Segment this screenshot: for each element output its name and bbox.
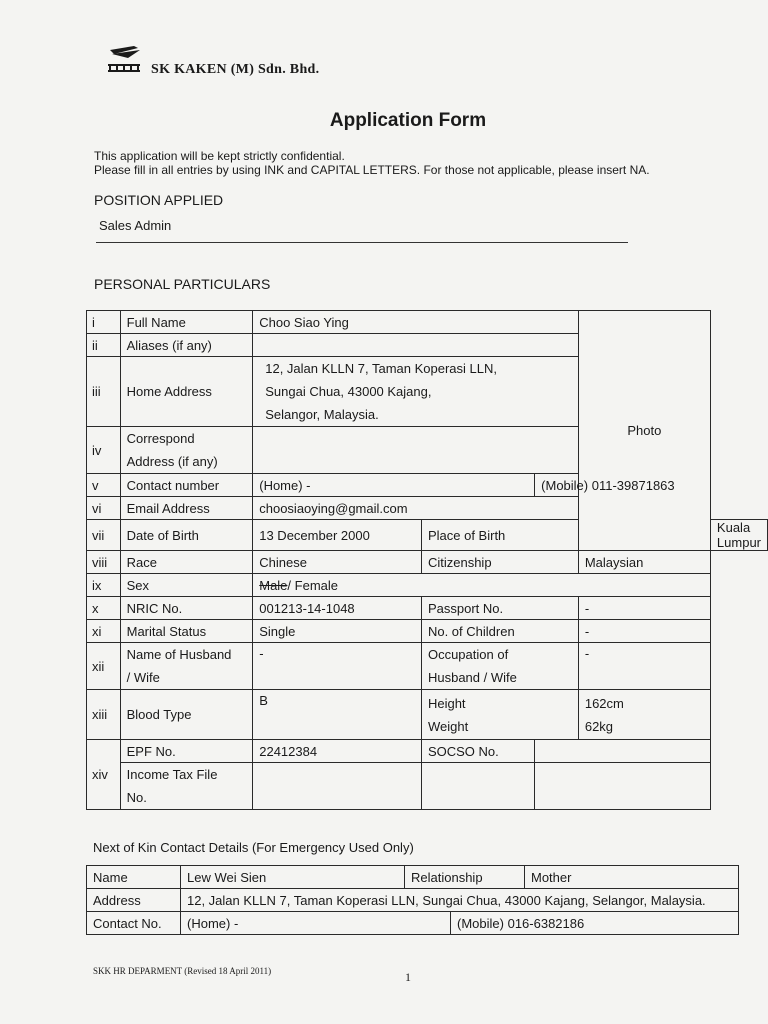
correspond-address-label: Correspond Address (if any) — [120, 427, 253, 474]
marital-status-label: Marital Status — [120, 620, 253, 643]
kin-name-label: Name — [87, 866, 181, 889]
intro-line-2: Please fill in all entries by using INK and CAPITAL LETTERS. For those not applicable, please insert NA. — [94, 163, 650, 177]
aliases-value — [253, 334, 579, 357]
company-logo-icon — [104, 44, 144, 76]
email-value: choosiaoying@gmail.com — [253, 497, 711, 520]
epf-value: 22412384 — [253, 740, 422, 763]
personal-heading: PERSONAL PARTICULARS — [94, 276, 271, 292]
full-name-value: Choo Siao Ying — [253, 311, 579, 334]
income-tax-blank-1 — [421, 763, 534, 810]
row-nric: x NRIC No. 001213-14-1048 Passport No. - — [87, 597, 768, 620]
row-race: viii Race Chinese Citizenship Malaysian — [87, 551, 768, 574]
dob-label: Date of Birth — [120, 520, 253, 551]
row-blood-type: xiii Blood Type B Height Weight 162cm 62kg — [87, 690, 768, 740]
passport-value: - — [578, 597, 710, 620]
position-underline — [96, 242, 628, 243]
kin-address-label: Address — [87, 889, 181, 912]
income-tax-label: Income Tax File No. — [120, 763, 253, 810]
row-income-tax — [87, 763, 768, 810]
position-heading: POSITION APPLIED — [94, 192, 224, 208]
row-date-of-birth: vii Date of Birth 13 December 2000 Place of Birth Kuala Lumpur — [87, 520, 768, 551]
blood-type-value: B — [253, 690, 422, 740]
row-marital-status: xi Marital Status Single No. of Children - — [87, 620, 768, 643]
email-label: Email Address — [120, 497, 253, 520]
sex-value: Male/ Female — [253, 574, 711, 597]
height-weight-label: Height Weight — [421, 690, 578, 740]
row-full-name: i Full Name Choo Siao Ying Photo — [87, 311, 768, 334]
citizenship-label: Citizenship — [421, 551, 578, 574]
race-value: Chinese — [253, 551, 422, 574]
kin-heading: Next of Kin Contact Details (For Emergency Used Only) — [93, 840, 414, 855]
row-sex: ix Sex Male/ Female — [87, 574, 768, 597]
marital-status-value: Single — [253, 620, 422, 643]
kin-relationship-value: Mother — [525, 866, 739, 889]
income-tax-value — [253, 763, 422, 810]
citizenship-value: Malaysian — [578, 551, 710, 574]
footer-department: SKK HR DEPARMENT (Revised 18 April 2011) — [93, 966, 272, 976]
contact-number-label: Contact number — [120, 474, 253, 497]
kin-address-value: 12, Jalan KLLN 7, Taman Koperasi LLN, Sungai Chua, 43000 Kajang, Selangor, Malaysia. — [181, 889, 739, 912]
epf-label: EPF No. — [120, 740, 253, 763]
nric-value: 001213-14-1048 — [253, 597, 422, 620]
children-value: - — [578, 620, 710, 643]
page-number: 1 — [405, 970, 411, 984]
children-label: No. of Children — [421, 620, 578, 643]
kin-home: (Home) - — [181, 912, 451, 935]
kin-name-value: Lew Wei Sien — [181, 866, 405, 889]
row-email: vi Email Address choosiaoying@gmail.com — [87, 497, 768, 520]
kin-row-contact — [87, 912, 739, 935]
height-weight-value: 162cm 62kg — [578, 690, 710, 740]
home-address-value: 12, Jalan KLLN 7, Taman Koperasi LLN, Sungai Chua, 43000 Kajang, Selangor, Malaysia. — [253, 357, 579, 427]
page-title: Application Form — [329, 110, 487, 131]
full-name-label: Full Name — [120, 311, 253, 334]
nric-label: NRIC No. — [120, 597, 253, 620]
spouse-name-value: - — [253, 643, 422, 690]
place-of-birth-value: Kuala Lumpur — [710, 520, 767, 551]
socso-label: SOCSO No. — [421, 740, 534, 763]
passport-label: Passport No. — [421, 597, 578, 620]
sex-label: Sex — [120, 574, 253, 597]
row-correspond-address: iv Correspond Address (if any) — [87, 427, 768, 474]
dob-value: 13 December 2000 — [253, 520, 422, 551]
position-value: Sales Admin — [99, 218, 172, 233]
correspond-address-value — [253, 427, 579, 474]
row-home-address: iii Home Address 12, Jalan KLLN 7, Taman Koperasi LLN, Sungai Chua, 43000 Kajang, Selangor, Malaysia. — [87, 357, 768, 427]
intro-text — [94, 149, 650, 177]
intro-line-1: This application will be kept strictly confidential. — [94, 149, 345, 163]
place-of-birth-label: Place of Birth — [421, 520, 578, 551]
contact-mobile: (Mobile) 011-39871863 — [535, 474, 711, 497]
spouse-occupation-value: - — [578, 643, 710, 690]
company-name: SK KAKEN (M) Sdn. Bhd. — [151, 62, 320, 77]
personal-particulars-table — [86, 310, 768, 810]
blood-type-label: Blood Type — [120, 690, 253, 740]
contact-home: (Home) - — [253, 474, 535, 497]
photo-box: Photo — [578, 311, 710, 551]
next-of-kin-table — [86, 865, 739, 935]
kin-contact-label: Contact No. — [87, 912, 181, 935]
income-tax-blank-2 — [535, 763, 711, 810]
race-label: Race — [120, 551, 253, 574]
socso-value — [535, 740, 711, 763]
spouse-occupation-label: Occupation of Husband / Wife — [421, 643, 578, 690]
kin-row-address — [87, 889, 739, 912]
kin-mobile: (Mobile) 016-6382186 — [451, 912, 739, 935]
row-aliases: ii Aliases (if any) — [87, 334, 768, 357]
row-epf: xiv EPF No. 22412384 SOCSO No. — [87, 740, 768, 763]
row-contact-number: v Contact number (Home) - (Mobile) 011-39871863 — [87, 474, 768, 497]
kin-relationship-label: Relationship — [405, 866, 525, 889]
aliases-label: Aliases (if any) — [120, 334, 253, 357]
kin-row-name — [87, 866, 739, 889]
home-address-label: Home Address — [120, 357, 253, 427]
row-spouse: xii Name of Husband / Wife - Occupation of Husband / Wife - — [87, 643, 768, 690]
spouse-name-label: Name of Husband / Wife — [120, 643, 253, 690]
